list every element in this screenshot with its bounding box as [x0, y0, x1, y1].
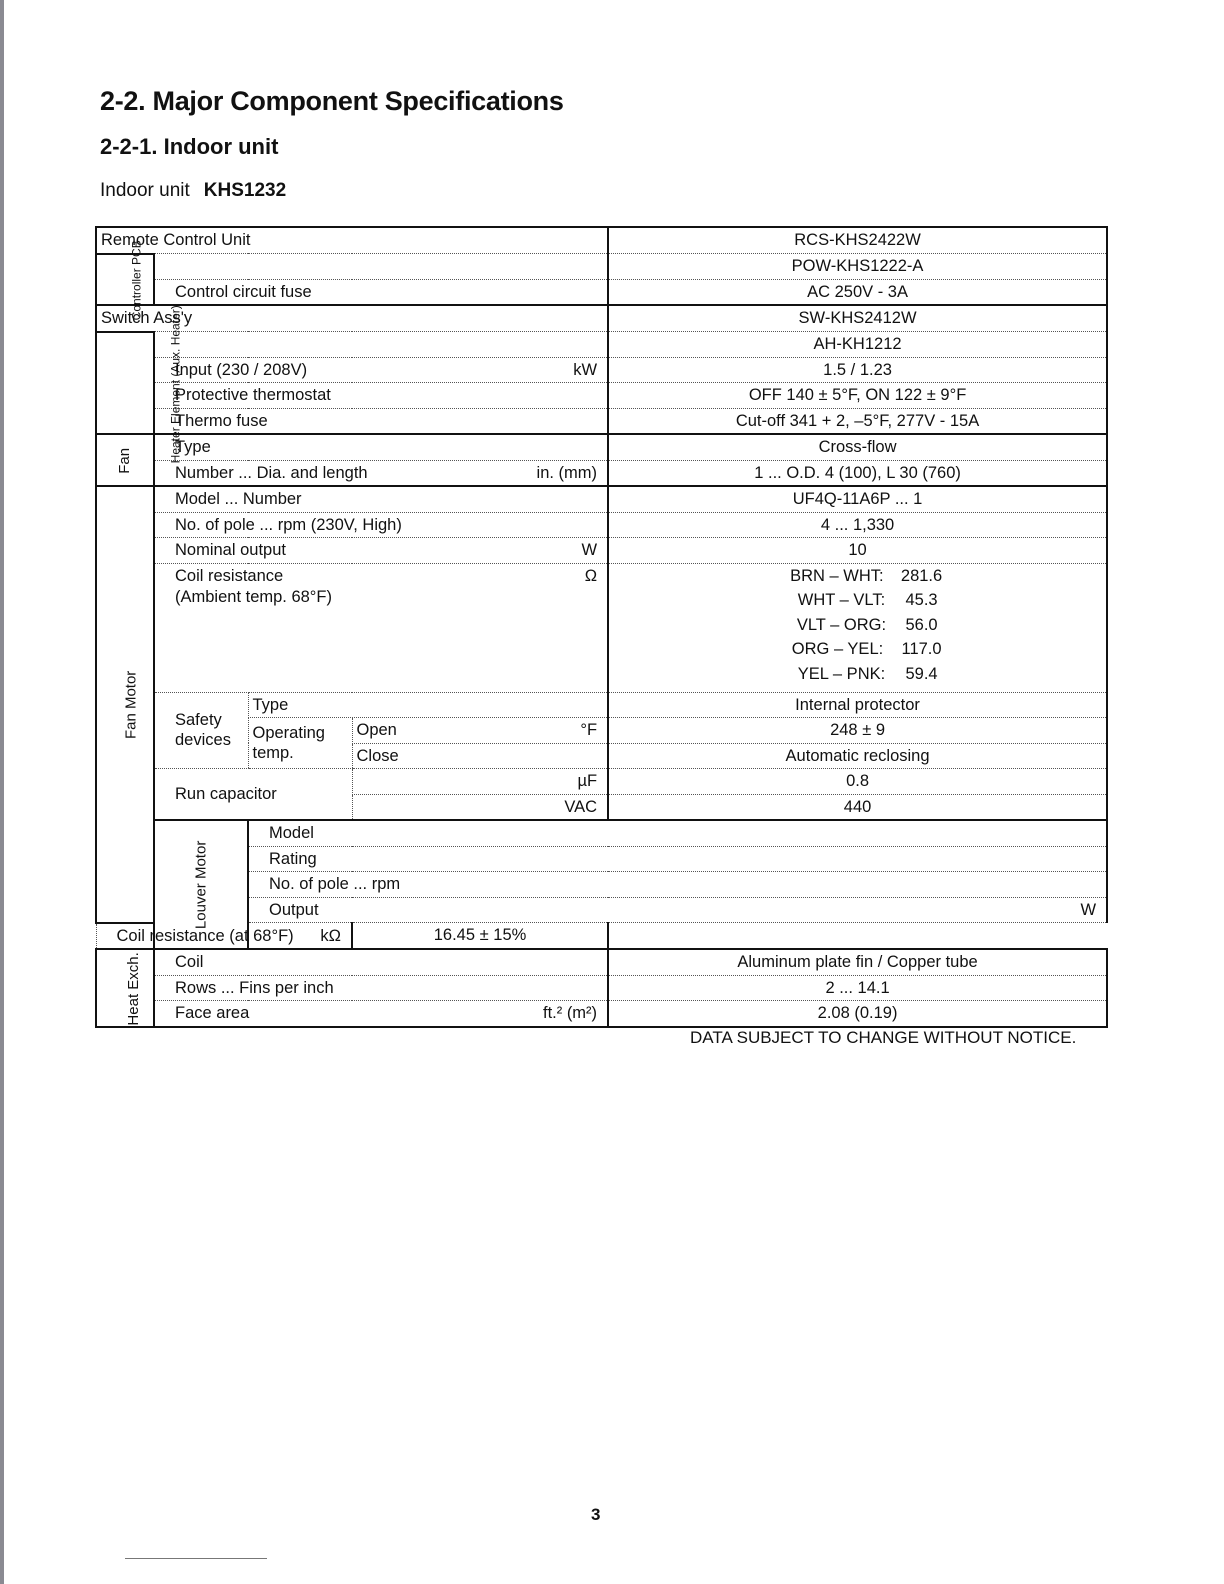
fan-motor-output-value: 10: [608, 538, 1107, 564]
table-row: [96, 692, 1107, 718]
cap-unit-uf: µF: [352, 769, 608, 795]
group-controller: Controller PCB: [96, 254, 154, 306]
fan-type-label: Type: [154, 434, 608, 460]
coil-value: 56.0: [905, 615, 938, 634]
table-row: [96, 383, 1107, 409]
close-label: Close: [352, 743, 608, 769]
fan-motor-coil-label: Coil resistance: [175, 566, 284, 585]
table-row: [96, 1001, 1107, 1027]
hx-face-value: 2.08 (0.19): [608, 1001, 1107, 1027]
coil-pair: BRN – WHT:: [790, 566, 884, 585]
heater-thermostat-label: Protective thermostat: [154, 383, 608, 409]
group-fan-motor: Fan Motor: [96, 486, 154, 923]
louver-coil-label: Coil resistance (at 68°F): [116, 926, 294, 945]
remote-value: RCS-KHS2422W: [608, 227, 1107, 254]
fan-motor-pole-label: No. of pole ... rpm (230V, High): [154, 512, 608, 538]
safety-type-label: Type: [248, 692, 608, 718]
fan-number-label: Number ... Dia. and length: [175, 463, 368, 482]
group-louver-motor: Louver Motor: [154, 820, 248, 949]
coil-pair: VLT – ORG:: [796, 615, 887, 634]
fan-motor-coil-label-2: (Ambient temp. 68°F): [175, 587, 332, 606]
hx-coil-label: Coil: [154, 949, 608, 975]
safety-type-value: Internal protector: [608, 692, 1107, 718]
fan-motor-model-label: Model ... Number: [154, 486, 608, 512]
heater-input-value: 1.5 / 1.23: [608, 357, 1107, 383]
table-row: [96, 872, 1107, 898]
louver-coil-value: 16.45 ± 15%: [352, 923, 608, 950]
page-edge: [0, 0, 4, 1584]
cap-value-vac: 440: [608, 794, 1107, 820]
table-row: [96, 846, 1107, 872]
fan-motor-coil-unit: Ω: [584, 566, 598, 585]
table-row: [96, 279, 1107, 305]
unit-label: Indoor unit: [100, 180, 190, 201]
table-row: [96, 227, 1107, 254]
table-row: [96, 357, 1107, 383]
open-label: Open: [356, 721, 397, 739]
cap-value-uf: 0.8: [608, 769, 1107, 795]
table-row: [96, 254, 1107, 280]
notice-text: DATA SUBJECT TO CHANGE WITHOUT NOTICE.: [690, 1028, 1077, 1047]
hx-coil-value: Aluminum plate fin / Copper tube: [608, 949, 1107, 975]
louver-pole-label: No. of pole ... rpm: [248, 872, 1107, 898]
louver-coil-unit: kΩ: [320, 926, 341, 945]
controller-fuse-value: AC 250V - 3A: [608, 279, 1107, 305]
heater-fuse-label: Thermo fuse: [154, 408, 608, 434]
fan-type-value: Cross-flow: [608, 434, 1107, 460]
footer-rule: [125, 1558, 267, 1559]
fan-motor-output-label: Nominal output: [175, 541, 286, 559]
operating-temp-label: Operating temp.: [248, 718, 352, 769]
coil-value: 281.6: [900, 566, 943, 585]
table-row: [96, 923, 1107, 950]
hx-face-unit: ft.² (m²): [542, 1004, 598, 1022]
switch-label: Switch Ass'y: [96, 305, 608, 332]
fan-motor-pole-value: 4 ... 1,330: [608, 512, 1107, 538]
table-row: [96, 512, 1107, 538]
safety-devices-label: Safety devices: [154, 692, 248, 769]
heater-thermostat-value: OFF 140 ± 5°F, ON 122 ± 9°F: [608, 383, 1107, 409]
table-row: [96, 563, 1107, 692]
table-row: [96, 408, 1107, 434]
cap-unit-vac: VAC: [352, 794, 608, 820]
table-row: [96, 897, 1107, 923]
louver-output-label: Output: [269, 900, 319, 919]
fan-number-unit: in. (mm): [536, 463, 598, 482]
switch-value: SW-KHS2412W: [608, 305, 1107, 332]
group-fan: Fan: [96, 434, 154, 486]
page-number: 3: [591, 1505, 601, 1524]
remote-label: Remote Control Unit: [96, 227, 608, 254]
table-row: [96, 332, 1107, 358]
louver-rating-label: Rating: [248, 846, 1107, 872]
coil-value: 59.4: [905, 664, 938, 683]
fan-motor-coil-values: [608, 563, 1107, 692]
table-row: [96, 305, 1107, 332]
coil-value: 45.3: [905, 591, 938, 609]
controller-value: POW-KHS1222-A: [608, 254, 1107, 280]
controller-fuse-label: Control circuit fuse: [154, 279, 608, 305]
unit-model: KHS1232: [203, 180, 287, 201]
coil-value: 117.0: [901, 640, 942, 658]
table-row: [96, 486, 1107, 512]
louver-model-label: Model: [248, 820, 1107, 846]
hx-rows-label: Rows ... Fins per inch: [154, 975, 608, 1001]
page-title: 2-2. Major Component Specifications: [100, 86, 564, 116]
heater-input-unit: kW: [573, 360, 598, 379]
table-row: [96, 949, 1107, 975]
table-row: [96, 718, 1107, 744]
close-value: Automatic reclosing: [608, 743, 1107, 769]
table-row: [96, 975, 1107, 1001]
section-title: 2-2-1. Indoor unit: [100, 134, 279, 159]
hx-rows-value: 2 ... 14.1: [608, 975, 1107, 1001]
coil-pair: ORG – YEL:: [791, 640, 884, 658]
group-heat-exch: Heat Exch.: [96, 949, 154, 1027]
open-unit: °F: [580, 721, 598, 739]
heater-input-label: Input (230 / 208V): [175, 360, 308, 379]
group-heater: Heater Element (Aux. Heater): [96, 332, 154, 435]
table-row: [96, 769, 1107, 795]
fan-motor-model-value: UF4Q-11A6P ... 1: [608, 486, 1107, 512]
hx-face-label: Face area: [175, 1004, 250, 1022]
coil-pair: YEL – PNK:: [797, 664, 886, 683]
fan-number-value: 1 ... O.D. 4 (100), L 30 (760): [608, 460, 1107, 486]
louver-output-unit: W: [1080, 900, 1097, 919]
unit-line: [100, 180, 286, 202]
run-capacitor-label: Run capacitor: [154, 769, 352, 821]
table-row: [96, 820, 1107, 846]
open-value: 248 ± 9: [608, 718, 1107, 744]
spec-table: [95, 226, 1108, 1028]
fan-motor-output-unit: W: [581, 541, 598, 559]
table-row: [96, 460, 1107, 486]
heater-fuse-value: Cut-off 341 + 2, –5°F, 277V - 15A: [608, 408, 1107, 434]
heater-value: AH-KH1212: [608, 332, 1107, 358]
table-row: [96, 538, 1107, 564]
table-row: [96, 434, 1107, 460]
coil-pair: WHT – VLT:: [797, 591, 886, 609]
